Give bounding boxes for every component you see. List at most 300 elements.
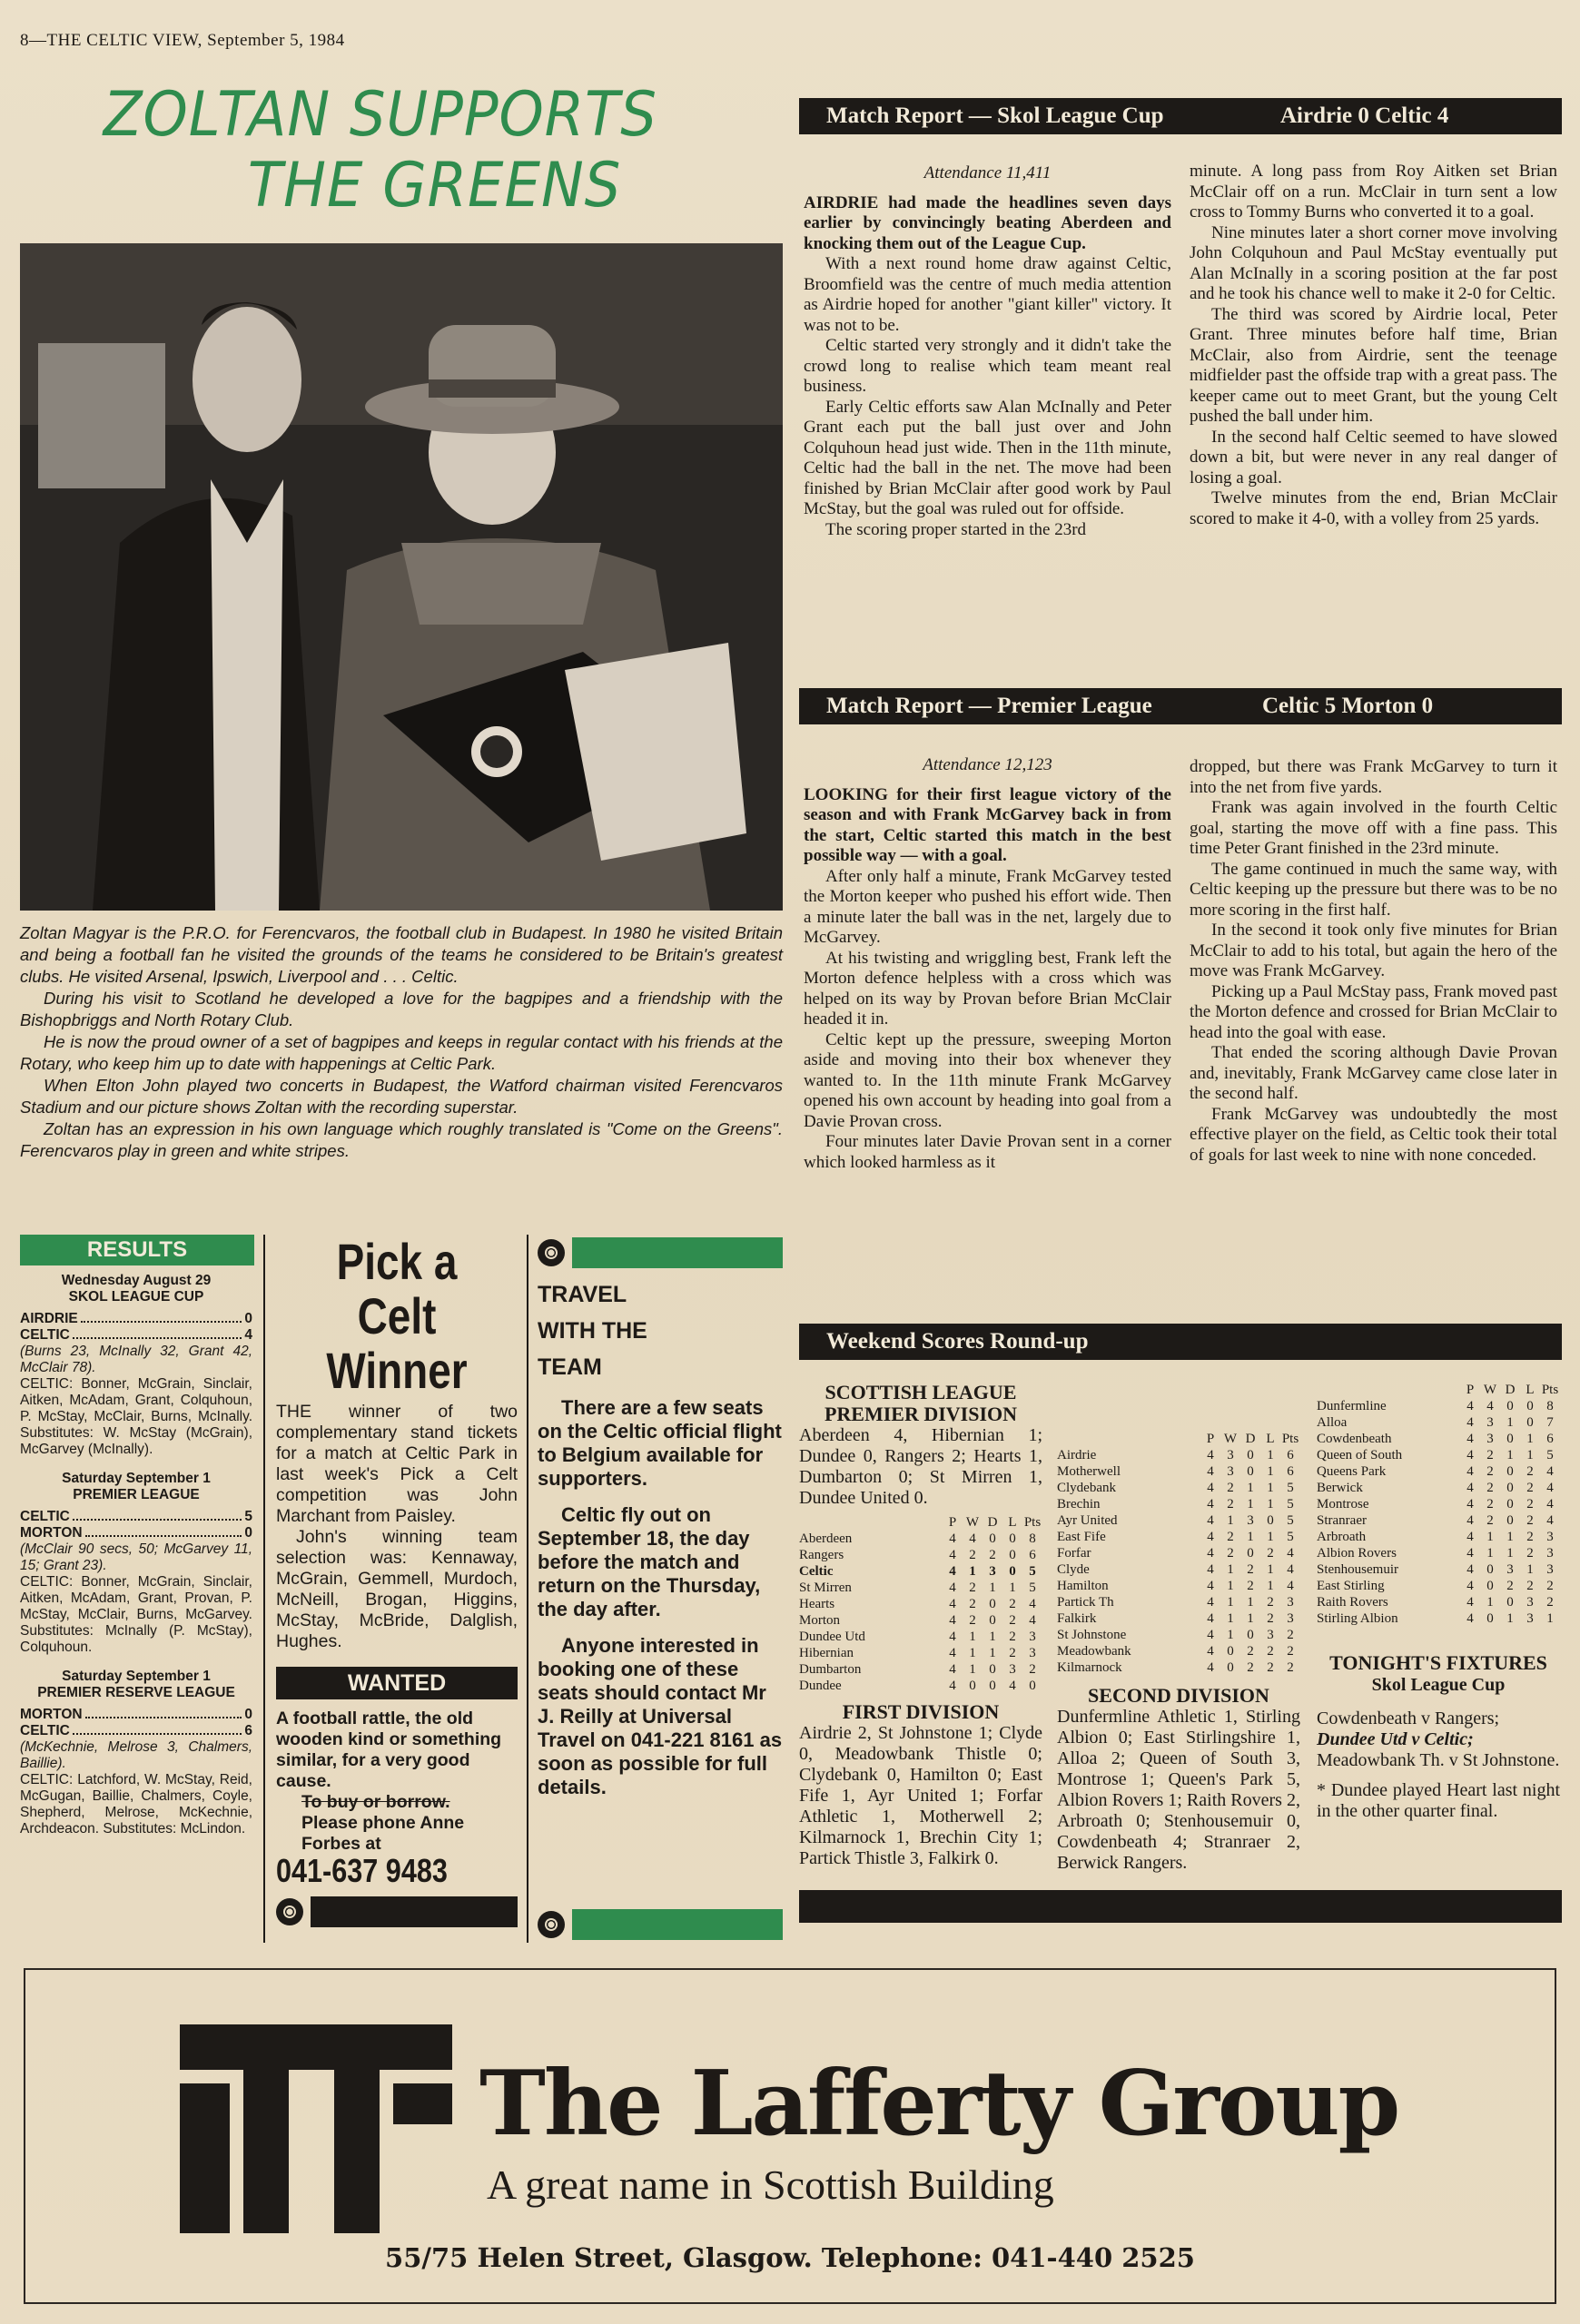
pick-title1: Pick a Celt (336, 1233, 458, 1344)
table-row (1317, 1414, 1560, 1431)
table-cell: 3 (1546, 1530, 1554, 1544)
travel-header (538, 1235, 783, 1271)
table-cell: 4 (1466, 1513, 1474, 1528)
table-cell: 2 (1227, 1497, 1234, 1512)
table-row (799, 1547, 1042, 1563)
table-row (1057, 1578, 1300, 1594)
table-cell: 2 (1486, 1497, 1494, 1512)
headline-line2: THE GREENS (247, 150, 622, 222)
table-header-cell: L (1008, 1515, 1017, 1530)
table-cell: 4 (1466, 1562, 1474, 1577)
table-row (1057, 1480, 1300, 1496)
table-cell: 2 (1526, 1530, 1534, 1544)
m2-score1: 5 (244, 1509, 252, 1524)
wanted-phone: 041-637 9483 (276, 1852, 448, 1889)
m3-date: Saturday September 1 (62, 1669, 211, 1684)
table-cell: 2 (1526, 1546, 1534, 1561)
table-row (799, 1661, 1042, 1678)
table-cell: 0 (989, 1679, 996, 1693)
table-cell: 0 (989, 1613, 996, 1628)
table-row (1057, 1627, 1300, 1643)
table-row (1317, 1431, 1560, 1447)
travel-green-bar (572, 1237, 783, 1268)
lafferty-logo (162, 2006, 470, 2233)
table-header-cell: D (987, 1515, 998, 1530)
table-cell: 3 (989, 1564, 996, 1579)
table-cell: 1 (989, 1630, 996, 1644)
table-cell: 3 (1526, 1595, 1534, 1610)
table-cell: 0 (989, 1662, 996, 1677)
table-cell: 3 (1267, 1628, 1274, 1642)
m2-comp: PREMIER LEAGUE (73, 1487, 200, 1502)
table-cell: 1 (1486, 1595, 1494, 1610)
table-cell: 5 (1546, 1448, 1554, 1462)
wanted-body: A football rattle, the old wooden kind or something similar, for a very good cause. (276, 1709, 502, 1791)
team-name: Ayr United (1057, 1513, 1118, 1528)
table-row (799, 1678, 1042, 1694)
table-cell: 2 (1227, 1481, 1234, 1495)
table-cell: 0 (989, 1531, 996, 1546)
m2-date: Saturday September 1 (62, 1471, 211, 1486)
table-cell: 0 (1009, 1564, 1016, 1579)
table-cell: 4 (949, 1646, 956, 1660)
team-name: Meadowbank (1057, 1644, 1131, 1659)
table-cell: 2 (1506, 1579, 1514, 1593)
table-cell: 4 (949, 1548, 956, 1562)
m2-team1: CELTIC (20, 1509, 70, 1524)
travel-box (538, 1235, 783, 1943)
m2-scorers: (McClair 90 secs, 50; McGarvey 11, 15; Grant 23). (20, 1541, 252, 1573)
team-name: Motherwell (1057, 1464, 1121, 1479)
table-cell: 4 (1287, 1562, 1294, 1577)
table-row (1057, 1659, 1300, 1676)
table-cell: 1 (1486, 1546, 1494, 1561)
table-cell: 1 (1247, 1530, 1254, 1544)
table-cell: 1 (1227, 1579, 1234, 1593)
table-cell: 8 (1546, 1399, 1554, 1413)
table-cell: 2 (1227, 1546, 1234, 1561)
wanted-contact: Please phone Anne Forbes at (301, 1813, 465, 1854)
team-name: Partick Th (1057, 1595, 1114, 1610)
table-cell: 2 (1247, 1660, 1254, 1675)
m3-team2: CELTIC (20, 1723, 70, 1738)
table-cell: 0 (1486, 1562, 1494, 1577)
m3-comp: PREMIER RESERVE LEAGUE (37, 1685, 235, 1700)
m3-lineup: CELTIC: Latchford, W. McStay, Reid, McGugan, Baillie, Chalmers, Coyle, Shepherd, Melrose, McKechnie, Archdeacon. Substitutes: McLindon. (20, 1772, 252, 1837)
table-cell: 3 (1247, 1513, 1254, 1528)
table-cell: 0 (1009, 1531, 1016, 1546)
table-cell: 2 (1247, 1579, 1254, 1593)
table-cell: 2 (1486, 1448, 1494, 1462)
table-cell: 2 (1267, 1644, 1274, 1659)
report2-c1-p4: Four minutes later Davie Provan sent in a corner which looked harmless as it (804, 1132, 1171, 1172)
table-cell: 0 (989, 1597, 996, 1611)
first-table (1057, 1431, 1300, 1676)
table-cell: 1 (969, 1564, 976, 1579)
table-cell: 1 (1267, 1579, 1274, 1593)
report1-c2-p2: Nine minutes later a short corner move involving John Colquhoun and Paul McStay eventually put Alan McInally in a scoring position at the far post and he took his chance well to make it 2-0 for Celtic. (1190, 222, 1557, 303)
table-cell: 0 (1506, 1399, 1514, 1413)
m1-scorers: (Burns 23, McInally 32, Grant 42, McClair 78). (20, 1344, 252, 1375)
table-row (1317, 1578, 1560, 1594)
ad-name: The Lafferty Group (479, 2052, 1399, 2156)
report1-col2 (1190, 162, 1557, 529)
fixture-2: Dundee Utd v Celtic; (1317, 1729, 1474, 1749)
table-cell: 2 (1526, 1497, 1534, 1512)
m3-team1: MORTON (20, 1707, 83, 1722)
report1-bar (799, 98, 1562, 134)
team-name: Falkirk (1057, 1611, 1097, 1626)
table-header-cell: P (1466, 1383, 1475, 1397)
report1-c1-p1: With a next round home draw against Celtic, Broomfield was the centre of much media attention as Airdrie hoped for another "giant killer" victory. It was not to be. (804, 254, 1171, 335)
table-row (1057, 1447, 1300, 1463)
caption-p2: During his visit to Scotland he developed a love for the bagpipes and a friendship with the Bishopbriggs and North Rotary Club. (20, 989, 783, 1029)
team-name: Dunfermline (1317, 1399, 1387, 1413)
caption-p3: He is now the proud owner of a set of bagpipes and keeps in regular contact with his friends at the Rotary, who keep him up to date with happenings at Celtic Park. (20, 1032, 783, 1073)
table-row (1317, 1496, 1560, 1512)
table-cell: 4 (1207, 1595, 1214, 1610)
caption-p4: When Elton John played two concerts in Budapest, the Watford chairman visited Ferencvaros Stadium and our picture shows Zoltan with the recording superstar. (20, 1076, 783, 1117)
table-row (1057, 1561, 1300, 1578)
table-cell: 3 (1546, 1546, 1554, 1561)
fixture-3: Meadowbank Th. v St Johnstone. (1317, 1750, 1560, 1770)
table-cell: 1 (1247, 1595, 1254, 1610)
travel-p3: Anyone interested in booking one of these seats should contact Mr J. Reilly at Universal Travel on 041-221 8161 as soon as possible for full details. (538, 1634, 783, 1798)
team-name: Stirling Albion (1317, 1611, 1398, 1626)
table-cell: 4 (1486, 1399, 1494, 1413)
report1-bar-right: Airdrie 0 Celtic 4 (1280, 103, 1449, 128)
roundup-col-a (799, 1381, 1042, 1868)
table-row (1317, 1545, 1560, 1561)
second-table (1317, 1382, 1560, 1627)
table-header-cell: W (965, 1515, 980, 1530)
table-cell: 4 (1466, 1399, 1474, 1413)
team-name: Albion Rovers (1317, 1546, 1397, 1561)
table-cell: 4 (1546, 1497, 1554, 1512)
travel-title3: TEAM (538, 1354, 602, 1380)
pick-box (272, 1235, 528, 1943)
team-name: Raith Rovers (1317, 1595, 1388, 1610)
table-cell: 2 (1486, 1464, 1494, 1479)
table-row (1057, 1512, 1300, 1529)
table-cell: 0 (1029, 1679, 1036, 1693)
table-cell: 4 (1466, 1432, 1474, 1446)
table-cell: 1 (1267, 1464, 1274, 1479)
table-cell: 2 (969, 1581, 976, 1595)
table-cell: 3 (1506, 1562, 1514, 1577)
table-cell: 6 (1029, 1548, 1036, 1562)
table-cell: 1 (1247, 1481, 1254, 1495)
table-cell: 4 (1207, 1481, 1214, 1495)
football-icon (538, 1911, 565, 1938)
table-cell: 3 (1009, 1662, 1016, 1677)
team-name: Hearts (799, 1597, 835, 1611)
report2-bar (799, 688, 1562, 724)
photo (20, 243, 783, 911)
table-cell: 5 (1029, 1581, 1036, 1595)
second-scores: Dunfermline Athletic 1, Stirling Albion 0; East Stirlingshire 1, Alloa 2; Queen of South 3, Montrose 1; Queen's Park 5, Albion Rovers 1; Raith Rovers 2, Arbroath 0; Stenhousemuir 0, Cowdenbeath 4; Stranraer 2, Berwick Rangers. (1057, 1707, 1300, 1873)
team-name: Airdrie (1057, 1448, 1097, 1462)
table-cell: 2 (1546, 1579, 1554, 1593)
m3-score1: 0 (244, 1707, 252, 1722)
table-header-cell: L (1526, 1383, 1535, 1397)
table-cell: 4 (1207, 1611, 1214, 1626)
table-cell: 1 (1227, 1562, 1234, 1577)
team-name: Hibernian (799, 1646, 854, 1660)
lafferty-advert (24, 1968, 1556, 2304)
table-cell: 1 (969, 1646, 976, 1660)
caption-p5: Zoltan has an expression in his own language which roughly translated is "Come on the Greens". Ferencvaros play in green and white stripes. (20, 1119, 783, 1160)
premier-h1: SCOTTISH LEAGUE (825, 1381, 1017, 1403)
report2-c2-p5: Picking up a Paul McStay pass, Frank moved past the Morton defence and crossed for Brian McClair to head into the goal with ease. (1190, 981, 1557, 1042)
table-cell: 4 (1287, 1546, 1294, 1561)
team-name: East Fife (1057, 1530, 1106, 1544)
table-cell: 4 (1207, 1530, 1214, 1544)
table-cell: 2 (1526, 1579, 1534, 1593)
table-cell: 4 (949, 1581, 956, 1595)
m1-lineup: CELTIC: Bonner, McGrain, Sinclair, Aitken, McAdam, Grant, Colquhoun, P. McStay, McClair, Burns, McInally. Substitutes: W. McStay (McGrain), McGarvey (McInally). (20, 1376, 252, 1457)
table-cell: 2 (1267, 1611, 1274, 1626)
table-cell: 1 (1486, 1530, 1494, 1544)
table-cell: 4 (949, 1531, 956, 1546)
report2-c2-p6: That ended the scoring although Davie Provan and, inevitably, Frank McGarvey came close later in the second half. (1190, 1043, 1557, 1103)
roundup-col-c (1317, 1382, 1560, 1822)
table-cell: 1 (1267, 1562, 1274, 1577)
table-cell: 2 (1009, 1597, 1016, 1611)
travel-p1: There are a few seats on the Celtic official flight to Belgium available for supporters. (538, 1396, 782, 1490)
table-cell: 4 (1466, 1530, 1474, 1544)
table-cell: 2 (1526, 1513, 1534, 1528)
team-name: Clyde (1057, 1562, 1090, 1577)
table-cell: 1 (1227, 1513, 1234, 1528)
table-cell: 4 (1207, 1644, 1214, 1659)
team-name: East Stirling (1317, 1579, 1385, 1593)
team-name: Stenhousemuir (1317, 1562, 1398, 1577)
table-cell: 1 (1009, 1581, 1016, 1595)
fixtures-h1: TONIGHT'S FIXTURES (1329, 1651, 1547, 1674)
table-cell: 0 (1506, 1513, 1514, 1528)
report2-c1-p1: After only half a minute, Frank McGarvey tested the Morton keeper who pushed his effort wide. Then a minute later the ball was in the net, largely due to McGarvey. (804, 866, 1171, 947)
table-cell: 1 (1526, 1448, 1534, 1462)
headline (54, 80, 706, 222)
table-cell: 1 (1227, 1628, 1234, 1642)
travel-title1: TRAVEL (538, 1282, 627, 1307)
table-header-cell: Pts (1023, 1515, 1042, 1530)
roundup-bar: Weekend Scores Round-up (799, 1324, 1562, 1360)
table-row (799, 1563, 1042, 1580)
fixtures-note: * Dundee played Heart last night in the other quarter final. (1317, 1780, 1560, 1821)
table-cell: 4 (1207, 1628, 1214, 1642)
table-header-cell: D (1505, 1383, 1516, 1397)
table-header-cell: L (1266, 1432, 1275, 1446)
m1-date: Wednesday August 29 (61, 1273, 212, 1288)
report2-bar-left: Match Report — Premier League (826, 694, 1152, 718)
table-cell: 8 (1029, 1531, 1036, 1546)
table-row (1317, 1463, 1560, 1480)
table-cell: 4 (949, 1564, 956, 1579)
report1-c2-p5: Twelve minutes from the end, Brian McClair scored to make it 4-0, with a volley from 25 yards. (1190, 488, 1557, 528)
table-cell: 1 (969, 1662, 976, 1677)
table-row (1317, 1480, 1560, 1496)
m2-score2: 0 (244, 1525, 252, 1541)
table-row (1057, 1463, 1300, 1480)
report1-col1 (804, 163, 1171, 540)
team-name: Montrose (1317, 1497, 1369, 1512)
table-cell: 4 (1207, 1546, 1214, 1561)
results-box (20, 1235, 265, 1943)
table-cell: 4 (1466, 1464, 1474, 1479)
report1-c1-p2: Celtic started very strongly and it didn't take the crowd long to realise which team meant real business. (804, 336, 1171, 396)
table-cell: 2 (969, 1597, 976, 1611)
folio: 8—THE CELTIC VIEW, September 5, 1984 (20, 31, 345, 50)
table-cell: 0 (1267, 1513, 1274, 1528)
table-header-cell: W (1223, 1432, 1238, 1446)
team-name: Morton (799, 1613, 840, 1628)
wanted-strike: To buy or borrow. (301, 1792, 450, 1812)
team-name: Queens Park (1317, 1464, 1387, 1479)
table-cell: 4 (949, 1613, 956, 1628)
table-cell: 0 (1009, 1548, 1016, 1562)
team-name: Dumbarton (799, 1662, 862, 1677)
table-cell: 2 (1267, 1595, 1274, 1610)
report1-lead: AIRDRIE had made the headlines seven days earlier by convincingly beating Aberdeen and knocking them out of the League Cup. (804, 192, 1171, 253)
team-name: Kilmarnock (1057, 1660, 1122, 1675)
table-cell: 4 (1207, 1464, 1214, 1479)
first-h: FIRST DIVISION (842, 1700, 1000, 1723)
table-row (799, 1531, 1042, 1547)
table-row (799, 1612, 1042, 1629)
table-cell: 6 (1546, 1432, 1554, 1446)
table-header-cell: D (1245, 1432, 1256, 1446)
table-cell: 4 (1546, 1464, 1554, 1479)
table-cell: 4 (1207, 1497, 1214, 1512)
team-name: Dundee (799, 1679, 842, 1693)
table-cell: 3 (1546, 1562, 1554, 1577)
table-row (1057, 1529, 1300, 1545)
team-name: St Mirren (799, 1581, 852, 1595)
table-cell: 0 (1506, 1481, 1514, 1495)
table-cell: 0 (1247, 1546, 1254, 1561)
table-cell: 1 (1526, 1562, 1534, 1577)
table-cell: 0 (1227, 1644, 1234, 1659)
team-name: St Johnstone (1057, 1628, 1127, 1642)
table-cell: 7 (1546, 1415, 1554, 1430)
team-name: Berwick (1317, 1481, 1363, 1495)
ad-tagline: A great name in Scottish Building (487, 2162, 1054, 2208)
table-cell: 1 (1506, 1415, 1514, 1430)
table-cell: 1 (1546, 1611, 1554, 1626)
table-cell: 1 (1506, 1530, 1514, 1544)
table-cell: 3 (1486, 1415, 1494, 1430)
table-row (1057, 1545, 1300, 1561)
table-cell: 3 (1486, 1432, 1494, 1446)
report2-attendance: Attendance 12,123 (923, 755, 1052, 774)
team-name: Clydebank (1057, 1481, 1116, 1495)
table-cell: 6 (1287, 1464, 1294, 1479)
table-cell: 1 (1526, 1432, 1534, 1446)
table-cell: 1 (1227, 1595, 1234, 1610)
pick-p2: John's winning team selection was: Kennaway, McGrain, Gemmell, Murdoch, McNeill, Brogan, Higgins, McStay, McBride, Dalglish, Hughes. (276, 1527, 518, 1651)
table-cell: 2 (1247, 1562, 1254, 1577)
m2-lineup: CELTIC: Bonner, McGrain, Sinclair, Aitken, McAdam, Grant, Provan, P. McStay, McClair, Burns, McGarvey. Substitutes: McInally (P. McStay), Colquhoun. (20, 1574, 252, 1655)
table-cell: 0 (1247, 1448, 1254, 1462)
table-cell: 5 (1287, 1497, 1294, 1512)
table-row (1317, 1447, 1560, 1463)
report1-c2-p1: minute. A long pass from Roy Aitken set Brian McClair off on a run. McClair in turn sent a low cross to Tommy Burns who converted it to a goal. (1190, 162, 1557, 222)
report2-col1 (804, 755, 1171, 1173)
m1-score1: 0 (244, 1311, 252, 1326)
table-cell: 2 (1267, 1660, 1274, 1675)
table-row (1317, 1561, 1560, 1578)
table-cell: 0 (1506, 1497, 1514, 1512)
table-cell: 5 (1029, 1564, 1036, 1579)
table-cell: 1 (1506, 1546, 1514, 1561)
table-cell: 4 (1546, 1481, 1554, 1495)
table-cell: 4 (1009, 1679, 1016, 1693)
team-name: Aberdeen (799, 1531, 853, 1546)
table-header (1057, 1431, 1300, 1447)
roundup-footer-bar (799, 1890, 1562, 1923)
table-row (1317, 1610, 1560, 1627)
table-row (1057, 1643, 1300, 1659)
ad-address: 55/75 Helen Street, Glasgow. Telephone: 041-440 2525 (385, 2242, 1195, 2273)
table-row (799, 1596, 1042, 1612)
table-cell: 2 (989, 1548, 996, 1562)
m1-score2: 4 (244, 1327, 252, 1343)
report2-c1-p2: At his twisting and wriggling best, Frank left the Morton defence helpless with a cross which was helped on its way by Provan before Brian McClair headed it in. (804, 948, 1171, 1029)
table-cell: 2 (1486, 1481, 1494, 1495)
table-cell: 2 (1009, 1613, 1016, 1628)
table-cell: 2 (1546, 1595, 1554, 1610)
table-cell: 2 (1227, 1530, 1234, 1544)
results-title: RESULTS (20, 1235, 254, 1265)
team-name: Forfar (1057, 1546, 1091, 1561)
report1-attendance: Attendance 11,411 (923, 163, 1052, 182)
team-name: Hamilton (1057, 1579, 1109, 1593)
report2-lead: LOOKING for their first league victory of the season and with Frank McGarvey back in from the start, Celtic started this match in the best possible way — with a goal. (804, 784, 1171, 865)
photo-caption (20, 922, 783, 1162)
table-cell: 2 (1486, 1513, 1494, 1528)
team-name: Alloa (1317, 1415, 1348, 1430)
table-cell: 1 (1267, 1530, 1274, 1544)
table-cell: 5 (1287, 1481, 1294, 1495)
photo-illustration (20, 243, 783, 911)
report2-c2-p7: Frank McGarvey was undoubtedly the most effective player on the field, as Celtic took their total of goals for last week to nine with none conceded. (1190, 1104, 1557, 1165)
table-cell: 1 (1506, 1611, 1514, 1626)
table-header (1317, 1382, 1560, 1398)
table-cell: 2 (1526, 1464, 1534, 1479)
table-cell: 2 (1287, 1644, 1294, 1659)
table-cell: 2 (1287, 1660, 1294, 1675)
premier-table (799, 1514, 1042, 1694)
football-icon (276, 1898, 303, 1925)
team-name: Arbroath (1317, 1530, 1367, 1544)
table-header-cell: Pts (1541, 1383, 1559, 1397)
report1-bar-left: Match Report — Skol League Cup (826, 103, 1164, 128)
fixture-1: Cowdenbeath v Rangers; (1317, 1709, 1500, 1728)
table-cell: 2 (1247, 1644, 1254, 1659)
table-row (1057, 1496, 1300, 1512)
table-cell: 4 (1207, 1448, 1214, 1462)
table-cell: 0 (1247, 1464, 1254, 1479)
fixtures-h2: Skol League Cup (1371, 1675, 1506, 1695)
table-cell: 0 (1526, 1399, 1534, 1413)
table-row (1317, 1594, 1560, 1610)
table-cell: 2 (1009, 1630, 1016, 1644)
table-cell: 3 (1227, 1448, 1234, 1462)
table-cell: 2 (969, 1548, 976, 1562)
table-cell: 1 (989, 1581, 996, 1595)
